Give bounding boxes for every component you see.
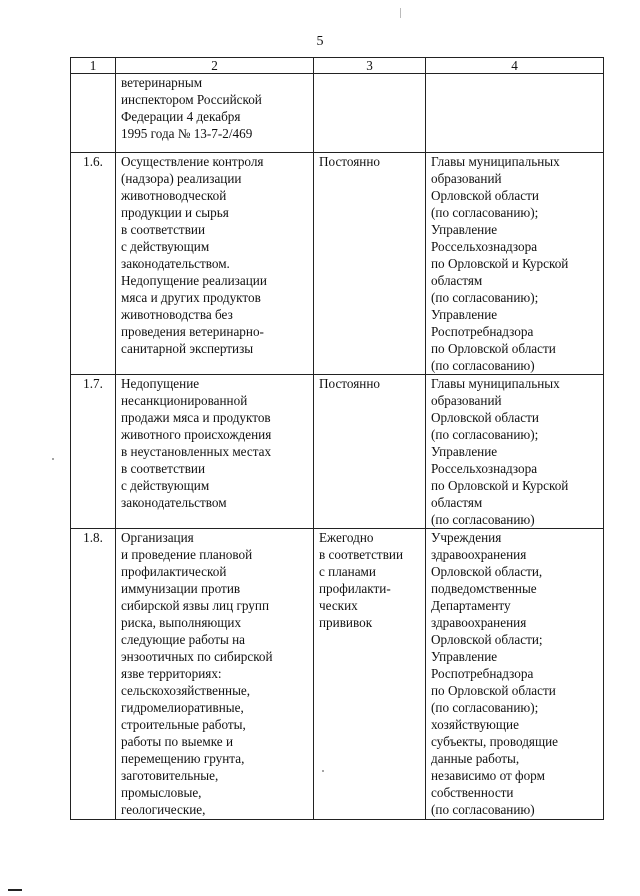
table-header-row: [71, 58, 604, 74]
table-row: [71, 153, 604, 375]
measure-cell: Организация и проведение плановой профилактической иммунизации против сибирской язвы лиц групп риска, выполняющих следующие работы на энзоотичных по сибирской язве территориях: сельскохозяйственные, гидромелиоративные, строительные работы, работы по выемке и перемещению грунта, заготовительные, промысловые, геологические,: [116, 529, 314, 820]
measure-cell: Осуществление контроля (надзора) реализации животноводческой продукции и сырья в соответствии с действующим законодательством. Недопущение реализации мяса и других продуктов животноводства без проведения ветеринарно- санитарной экспертизы: [116, 153, 314, 375]
table-row: [71, 375, 604, 529]
term-cell: Ежегодно в соответствии с планами профилакти- ческих прививок: [314, 529, 426, 820]
measure-cell: Недопущение несанкционированной продажи мяса и продуктов животного происхождения в неустановленных местах в соответствии с действующим законодательством: [116, 375, 314, 529]
term-cell: [314, 74, 426, 153]
executors-cell: [426, 74, 604, 153]
scan-speck: [52, 458, 54, 460]
row-number: 1.6.: [71, 153, 116, 375]
measure-cell: ветеринарным инспектором Российской Федерации 4 декабря 1995 года № 13-7-2/469: [116, 74, 314, 153]
row-number: 1.7.: [71, 375, 116, 529]
header-col-1: 1: [71, 58, 116, 74]
measures-table: [70, 57, 604, 820]
scan-dash-mark: [8, 889, 22, 891]
header-col-4: 4: [426, 58, 604, 74]
table-row: [71, 74, 604, 153]
page-number: 5: [316, 34, 324, 49]
scan-speck: [322, 770, 324, 772]
term-cell: Постоянно: [314, 375, 426, 529]
row-number: 1.8.: [71, 529, 116, 820]
binding-mark: [400, 8, 401, 18]
executors-cell: Учреждения здравоохранения Орловской области, подведомственные Департаменту здравоохранения Орловской области; Управление Роспотребнадзора по Орловской области (по согласованию); хозяйствующие субъекты, проводящие данные работы, независимо от форм собственности (по согласованию): [426, 529, 604, 820]
table-row: [71, 529, 604, 820]
executors-cell: Главы муниципальных образований Орловской области (по согласованию); Управление Россельхознадзора по Орловской и Курской областям (по согласованию); Управление Роспотребнадзора по Орловской области (по согласованию): [426, 153, 604, 375]
header-col-3: 3: [314, 58, 426, 74]
row-number: [71, 74, 116, 153]
executors-cell: Главы муниципальных образований Орловской области (по согласованию); Управление Россельхознадзора по Орловской и Курской областям (по согласованию): [426, 375, 604, 529]
term-cell: Постоянно: [314, 153, 426, 375]
header-col-2: 2: [116, 58, 314, 74]
